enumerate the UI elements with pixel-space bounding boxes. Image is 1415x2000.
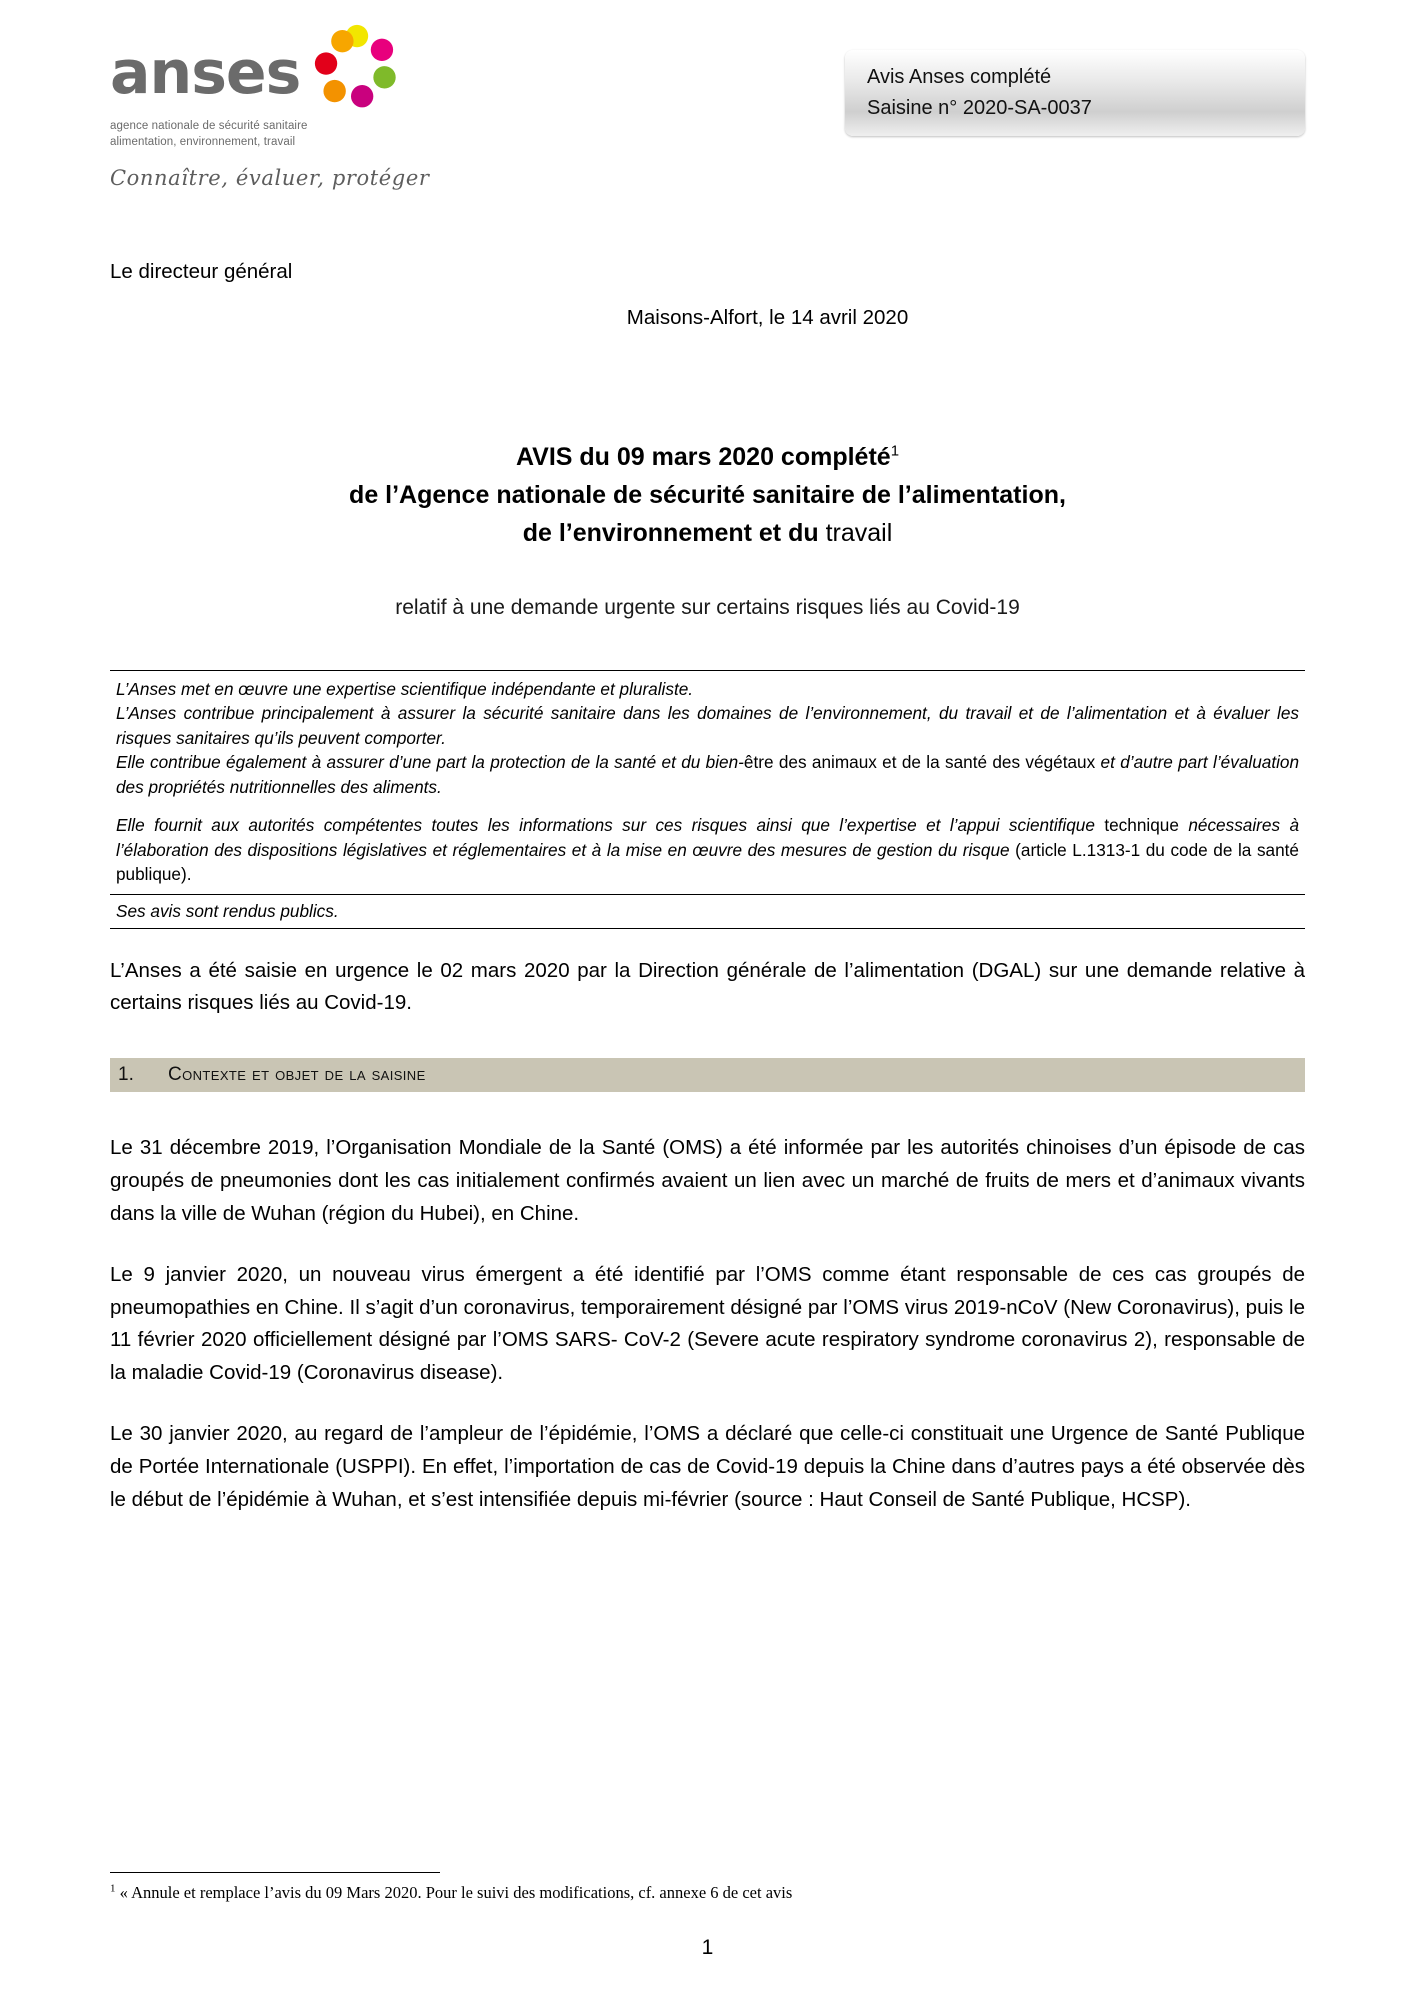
- mission-p3-part2: être des animaux et de la santé des végétaux: [743, 752, 1096, 773]
- mission-p4-part3: nécessaires à l’élaboration des dispositions législatives et réglementaires et à la mise en œuvre des mesures de gestion du risque: [116, 815, 1300, 860]
- document-subtitle: relatif à une demande urgente sur certains risques liés au Covid-19: [395, 596, 1020, 619]
- title-line-2: de l’Agence nationale de sécurité sanitaire de l’alimentation,: [349, 481, 1066, 509]
- document-title: [110, 438, 1305, 620]
- intro-paragraph: L’Anses a été saisie en urgence le 02 mars 2020 par la Direction générale de l’alimentation (DGAL) sur une demande relative à certains risques liés au Covid-19.: [110, 958, 1305, 1014]
- body-paragraph-3: Le 30 janvier 2020, au regard de l’ampleur de l’épidémie, l’OMS a déclaré que celle-ci constituait une Urgence de Santé Publique de Portée Internationale (USPPI). En effet, l’importation de cas de Covid-19 depuis la Chine dans d’autres pays a été observée dès le début de l’épidémie à Wuhan, et s’est intensifiée depuis mi-février (source : Haut Conseil de Santé Publique, HCSP).: [110, 1421, 1305, 1511]
- footnote-separator: [110, 1872, 440, 1873]
- mission-p3-part3: et d’autre part l’évaluation des propriétés nutritionnelles des aliments.: [116, 752, 1300, 797]
- footnote-body: « Annule et remplace l’avis du 09 Mars 2020. Pour le suivi des modifications, cf. annexe 6 de cet avis: [119, 1882, 793, 1902]
- mission-paragraph-5: Ses avis sont rendus publics.: [110, 894, 1305, 923]
- anses-flower-icon: [314, 24, 400, 115]
- mission-paragraph-4: [110, 813, 1305, 886]
- logo-subtitle-line2: alimentation, environnement, travail: [110, 135, 296, 148]
- logo-subtitle-line1: agence nationale de sécurité sanitaire: [110, 120, 308, 132]
- body-paragraph-1: Le 31 décembre 2019, l’Organisation Mondiale de la Santé (OMS) a été informée par les autorités chinoises d’un épisode de cas groupés de pneumonies dont les cas initialement confirmés avaient un lien avec un marché de fruits de mers et d’animaux vivants dans la ville de Wuhan (région du Hubei), en Chine.: [110, 1136, 1305, 1225]
- title-footnote-marker: 1: [890, 442, 900, 460]
- reference-badge: [845, 50, 1305, 136]
- section-heading-1: [110, 1058, 1305, 1092]
- mission-p4-part2: technique: [1094, 815, 1179, 836]
- section-title: Contexte et objet de la saisine: [168, 1064, 426, 1086]
- reference-number: Saisine n° 2020-SA-0037: [867, 97, 1092, 119]
- mission-statement-box: [110, 670, 1305, 929]
- mission-p3-part1: Elle contribue également à assurer d’une part la protection de la santé et du bien-: [116, 752, 744, 773]
- body-paragraph-2: Le 9 janvier 2020, un nouveau virus émergent a été identifié par l’OMS comme étant responsable de ces cas groupés de pneumopathies en Chine. Il s’agit d’un coronavirus, temporairement désigné par l’OMS virus 2019-nCoV (New Coronavirus), puis le 11 février 2020 officiellement désigné par l’OMS SARS- CoV-2 (Severe acute respiratory syndrome coronavirus 2), responsable de la maladie Covid-19 (Coronavirus disease).: [110, 1262, 1305, 1385]
- sender-role: Le directeur général: [110, 260, 293, 283]
- page-number: 1: [701, 1936, 714, 1959]
- logo-wordmark: anses: [110, 37, 301, 108]
- mission-p4-part1: Elle fournit aux autorités compétentes toutes les informations sur ces risques ainsi que l’expertise et l’appui scientifique: [116, 815, 1095, 836]
- title-line-1-text: AVIS du 09 mars 2020 complété: [515, 443, 891, 471]
- title-line-3-normal: travail: [825, 519, 893, 547]
- section-number: 1.: [118, 1064, 134, 1086]
- title-line-3: [110, 514, 1305, 552]
- logo-tagline: Connaître, évaluer, protéger: [110, 166, 430, 191]
- mission-p4-part4: (article L.1313-1 du code de la santé publique).: [116, 839, 1299, 884]
- mission-paragraph-3: [110, 750, 1305, 799]
- mission-paragraph-2: L’Anses contribue principalement à assurer la sécurité sanitaire dans les domaines de l’environnement, du travail et de l’alimentation et à évaluer les risques sanitaires qu’ils peuvent comporter.: [116, 703, 1299, 748]
- footnote-marker: 1: [110, 1882, 116, 1895]
- mission-paragraph-1: L’Anses met en œuvre une expertise scientifique indépendante et pluraliste.: [116, 679, 694, 699]
- place-and-date: Maisons-Alfort, le 14 avril 2020: [626, 306, 909, 329]
- footnote-text: [110, 1881, 1305, 1904]
- title-line-3-bold: de l’environnement et du: [522, 519, 826, 547]
- reference-title: Avis Anses complété: [867, 66, 1052, 88]
- page-header: [110, 0, 1305, 200]
- title-line-1: [110, 438, 1305, 476]
- anses-logo: [110, 30, 440, 190]
- footnote-area: [110, 1872, 1305, 1904]
